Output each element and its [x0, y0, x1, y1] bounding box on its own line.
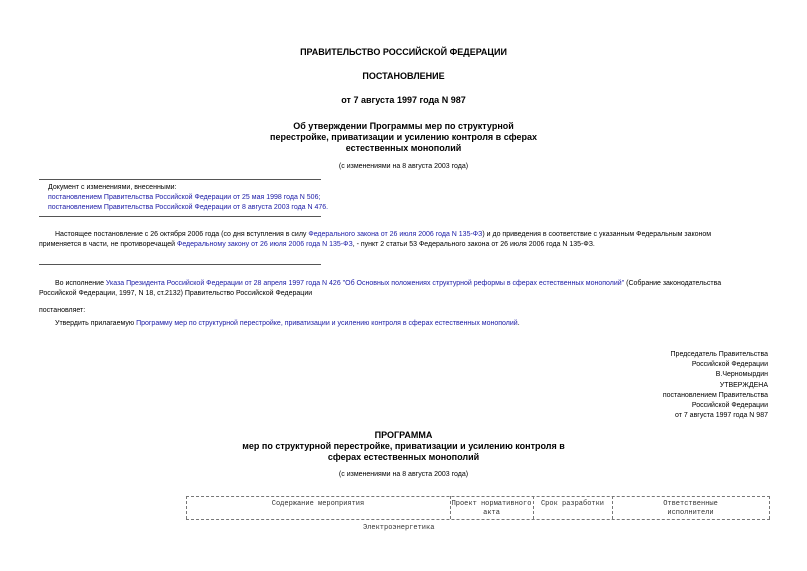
applicability-note	[39, 230, 769, 250]
table-top-border	[186, 496, 770, 497]
divider	[39, 179, 321, 180]
applicability-line-1: Настоящее постановление с 26 октября 2006 года (со дня вступления в силу Федерального закона от 26 июля 2006 года N 135-ФЗ) и до приведения в соответствие с указанным Федеральным законом	[55, 231, 712, 238]
document-date-number: от 7 августа 1997 года N 987	[341, 95, 466, 105]
changes-intro: Документ с изменениями, внесенными:	[48, 184, 177, 191]
column-header-responsible: Ответственные исполнители	[663, 500, 718, 517]
column-header-content: Содержание мероприятия	[271, 500, 365, 508]
program-amendment-note: (с изменениями на 8 августа 2003 года)	[338, 471, 469, 478]
preamble	[39, 279, 769, 299]
changes-box	[48, 183, 328, 213]
approval-line: Российской Федерации	[691, 402, 768, 410]
resolves-label: постановляет:	[39, 307, 86, 314]
table-header-border	[186, 519, 770, 520]
title-line: естественных монополий	[345, 143, 462, 153]
preamble-line-1: Во исполнение Указа Президента Российской Федерации от 28 апреля 1997 года N 426 "Об Основных положениях структурной реформы в сферах естественных монополий" (Собрание законодательства	[55, 280, 722, 287]
approval-line: постановлением Правительства	[662, 391, 768, 399]
table-section-electricity: Электроэнергетика	[363, 524, 435, 532]
amendment-note: (с изменениями на 8 августа 2003 года)	[338, 163, 469, 170]
federal-law-135-link[interactable]: Федеральному закону от 26 июля 2006 года N 135-ФЗ	[177, 241, 353, 248]
document-type: ПОСТАНОВЛЕНИЕ	[362, 71, 445, 81]
column-header-draft-act: Проект нормативного акта	[451, 500, 532, 517]
federal-law-135-link[interactable]: Федерального закона от 26 июля 2006 года N 135-ФЗ	[308, 231, 483, 238]
amendment-link-2003[interactable]: постановлением Правительства Российской Федерации от 8 августа 2003 года N 476.	[48, 204, 329, 211]
program-subtitle	[0, 441, 807, 463]
preamble-line-2: Российской Федерации, 1997, N 18, ст.2132) Правительство Российской Федерации	[39, 290, 313, 297]
signature-block	[663, 350, 768, 421]
presidential-decree-426-link[interactable]: Указа Президента Российской Федерации от 28 апреля 1997 года N 426 "Об Основных положениях структурной реформы в сферах естественных монополий"	[105, 280, 625, 287]
program-subtitle-line: сферах естественных монополий	[327, 452, 480, 462]
approval-line: от 7 августа 1997 года N 987	[674, 412, 768, 420]
signature-line: Председатель Правительства	[670, 351, 768, 358]
applicability-line-2: применяется в части, не противоречащей Федеральному закону от 26 июля 2006 года N 135-ФЗ, - пункт 2 статьи 53 Федерального закона от 26 июля 2006 года N 135-ФЗ.	[39, 241, 595, 248]
amendment-link-1998[interactable]: постановлением Правительства Российской Федерации от 25 мая 1998 года N 506;	[48, 194, 321, 201]
program-title: ПРОГРАММА	[374, 430, 433, 440]
approval-line: УТВЕРЖДЕНА	[719, 381, 768, 389]
approve-clause: Утвердить прилагаемую Программу мер по структурной перестройке, приватизации и усилению контроля в сферах естественных монополий.	[55, 320, 520, 327]
title-line: перестройке, приватизации и усилению контроля в сферах	[270, 132, 537, 142]
divider	[39, 264, 321, 265]
signature-line: Российской Федерации	[691, 361, 768, 369]
program-subtitle-line: мер по структурной перестройке, приватизации и усилению контроля в	[242, 441, 565, 451]
signature-line: В.Черномырдин	[715, 371, 768, 379]
divider	[39, 216, 321, 217]
column-header-deadline: Срок разработки	[540, 500, 604, 508]
document-title	[0, 121, 807, 154]
government-name: ПРАВИТЕЛЬСТВО РОССИЙСКОЙ ФЕДЕРАЦИИ	[300, 47, 507, 57]
table-border	[769, 496, 770, 519]
program-link[interactable]: Программу мер по структурной перестройке, приватизации и усилению контроля в сферах естественных монополий	[136, 320, 518, 327]
title-line: Об утверждении Программы мер по структурной	[293, 121, 514, 131]
